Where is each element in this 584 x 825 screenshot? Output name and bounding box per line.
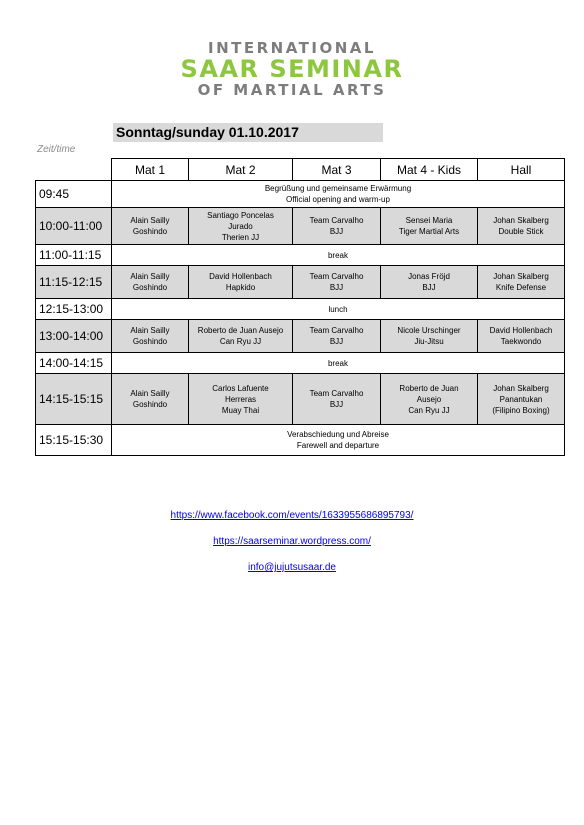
logo-line-1: INTERNATIONAL [208,39,376,57]
instructor: Team Carvalho [309,272,364,281]
column-mat-4-kids: Mat 4 - Kids [381,159,478,181]
session-cell [478,320,565,353]
span-line: Official opening and warm-up [286,195,390,204]
header-row [36,159,565,181]
style: Can Ryu JJ [408,405,450,415]
session-cell [478,266,565,299]
column-mat-3: Mat 3 [293,159,381,181]
instructor: Johan Skalberg [493,383,549,393]
table-row [36,320,565,353]
span-line: break [327,358,348,368]
instructor: David Hollenbach [209,272,272,281]
instructor: Johan Skalberg [493,216,549,225]
instructor: David Hollenbach [489,326,553,335]
span-line: break [327,250,348,260]
time-cell: 15:15-15:30 [36,425,112,456]
style: Goshindo [132,227,168,236]
instructor-line-2: Jurado [228,221,253,231]
session-cell [478,208,565,245]
session-cell [478,374,565,425]
table-row [36,266,565,299]
session-cell [189,266,293,299]
session-cell [189,374,293,425]
instructor: Santiago Poncelas [207,210,274,220]
style: Knife Defense [495,283,547,292]
instructor: Roberto de Juan [399,383,459,393]
style-note: (Filipino Boxing) [492,405,550,415]
time-cell: 14:15-15:15 [36,374,112,425]
style: Goshindo [132,400,168,409]
instructor: Team Carvalho [309,216,364,225]
instructor: Team Carvalho [309,389,364,398]
time-cell: 10:00-11:00 [36,208,112,245]
style: Double Stick [498,227,544,236]
session-cell [189,320,293,353]
style: Hapkido [225,283,256,292]
span-cell [112,245,565,266]
time-cell: 09:45 [36,181,112,208]
session-cell [293,320,381,353]
session-cell [381,266,478,299]
table-row [36,425,565,456]
style: Goshindo [132,337,168,346]
instructor: Alain Sailly [130,272,170,281]
table-row [36,299,565,320]
span-line: Begrüßung und gemeinsame Erwärmung [264,184,412,193]
span-cell [112,353,565,374]
session-cell [112,266,189,299]
session-cell [293,266,381,299]
session-cell [112,208,189,245]
session-cell [293,208,381,245]
style: Can Ryu JJ [219,337,262,346]
column-mat-2: Mat 2 [189,159,293,181]
instructor: Team Carvalho [309,326,364,335]
style: BJJ [329,400,344,409]
header-blank [36,159,112,181]
instructor: Alain Sailly [130,326,170,335]
time-cell: 11:15-12:15 [36,266,112,299]
column-hall: Hall [478,159,565,181]
style: Panantukan [499,394,543,404]
instructor: Sensei Maria [405,216,453,225]
time-column-label: Zeit/time [37,144,76,155]
session-cell [293,374,381,425]
style: BJJ [329,227,344,236]
schedule-table [35,158,565,456]
instructor: Carlos Lafuente [212,383,269,393]
session-cell [381,320,478,353]
session-cell [189,208,293,245]
instructor: Jonas Fröjd [408,272,450,281]
instructor: Alain Sailly [130,216,170,225]
time-cell: 13:00-14:00 [36,320,112,353]
style: BJJ [329,337,344,346]
time-cell: 14:00-14:15 [36,353,112,374]
table-row [36,353,565,374]
table-row [36,208,565,245]
blog-link[interactable]: https://saarseminar.wordpress.com/ [213,536,371,547]
table-row [36,374,565,425]
style: Muay Thai [221,405,260,415]
time-cell: 11:00-11:15 [36,245,112,266]
logo-line-3: OF MARTIAL ARTS [197,81,387,99]
instructor-line-2: Ausejo [416,394,442,404]
table-row [36,245,565,266]
instructor: Johan Skalberg [493,272,549,281]
instructor-line-2: Herreras [224,394,257,404]
table-row [36,181,565,208]
span-cell [112,181,565,208]
instructor: Alain Sailly [130,389,170,398]
span-cell [112,299,565,320]
session-cell [112,320,189,353]
style: Tiger Martial Arts [398,227,460,236]
date-heading: Sonntag/sunday 01.10.2017 [113,123,383,142]
style: Taekwondo [500,337,542,346]
style: BJJ [329,283,344,292]
span-line: Farewell and departure [296,441,380,450]
session-cell [112,374,189,425]
instructor: Nicole Urschinger [397,326,461,335]
facebook-link[interactable]: https://www.facebook.com/events/1633955686895793/ [170,510,414,521]
logo-line-2: SAAR SEMINAR [180,55,404,83]
instructor: Roberto de Juan Ausejo [197,326,284,335]
email-link[interactable]: info@jujutsusaar.de [248,562,336,573]
style: Goshindo [132,283,168,292]
session-cell [381,374,478,425]
links-section [0,510,584,588]
style: Jiu-Jitsu [414,337,444,346]
span-cell [112,425,565,456]
span-line: Verabschiedung und Abreise [287,430,389,439]
session-cell [381,208,478,245]
style: Therien JJ [221,232,260,242]
time-cell: 12:15-13:00 [36,299,112,320]
span-line: lunch [328,304,348,314]
column-mat-1: Mat 1 [112,159,189,181]
event-logo [0,40,584,98]
style: BJJ [422,283,436,292]
